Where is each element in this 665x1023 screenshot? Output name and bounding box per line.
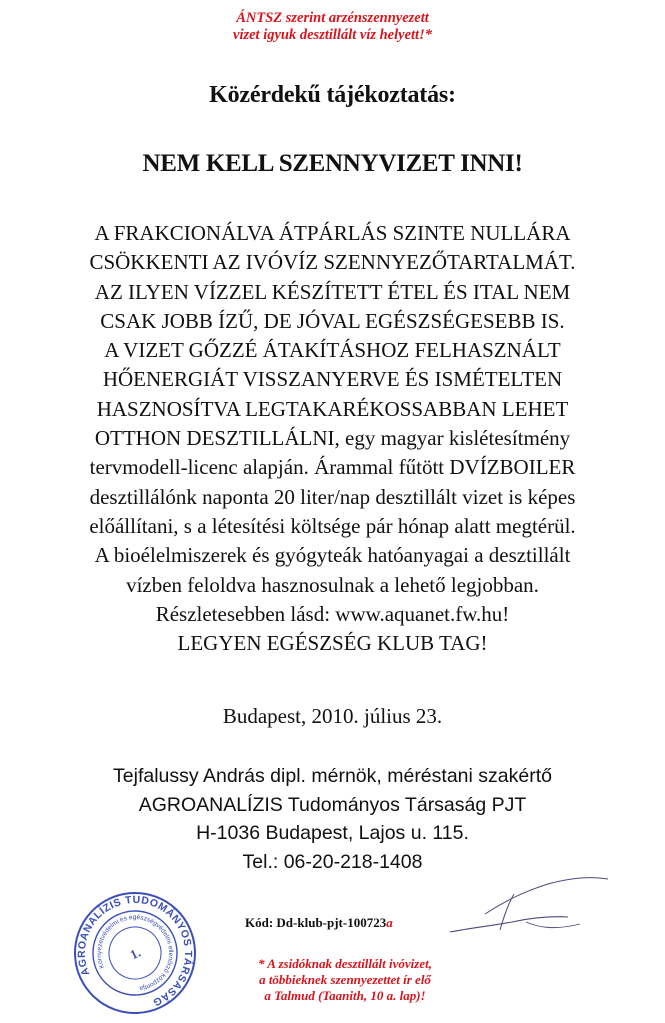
reference-code (245, 915, 393, 931)
body-line: A bioélelmiszerek és gyógyteák hatóanyagai a desztillált (94, 543, 571, 568)
footnote-line-1: * A zsidóknak desztillált ivóvizet, (258, 956, 432, 971)
body-line: előállítani, s a létesítési költsége pár hónap alatt megtérül. (89, 513, 576, 538)
body-line: CSÖKKENTI AZ IVÓVÍZ SZENNYEZŐTARTALMÁT. (89, 250, 576, 275)
code-suffix: a (386, 915, 393, 930)
organization-name: AGROANALÍZIS Tudományos Társaság PJT (138, 793, 527, 816)
page-heading: Közérdekű tájékoztatás: (209, 82, 456, 108)
body-line: AZ ILYEN VÍZZEL KÉSZÍTETT ÉTEL ÉS ITAL NEM (94, 279, 571, 304)
signature-icon (430, 870, 620, 950)
header-note (0, 10, 665, 44)
svg-text:Környezetvédelmi és egészségvé: Környezetvédelmi és egészségvédelmi ellenőrző központja (95, 913, 175, 992)
body-line: Részletesebben lásd: www.aquanet.fw.hu! (155, 601, 510, 626)
body-line: A VIZET GŐZZÉ ÁTAKÍTÁSHOZ FELHASZNÁLT (104, 338, 561, 363)
footnote (200, 956, 490, 1004)
svg-text:1.: 1. (127, 944, 143, 963)
date-line: Budapest, 2010. július 23. (222, 704, 443, 728)
footnote-line-3: a Talmud (Taanith, 10 a. lap)! (264, 988, 426, 1003)
signature-block (0, 762, 665, 876)
body-line: HASZNOSÍTVA LEGTAKARÉKOSSABBAN LEHET (96, 396, 569, 421)
body-line: desztillálónk naponta 20 liter/nap desztillált vizet is képes (89, 484, 576, 509)
body-line: CSAK JOBB ÍZŰ, DE JÓVAL EGÉSZSÉGESEBB IS. (100, 308, 565, 333)
code-text: Kód: Dd-klub-pjt-100723 (245, 915, 387, 930)
body-line: LEGYEN EGÉSZSÉG KLUB TAG! (177, 631, 488, 656)
author-name: Tejfalussy András dipl. mérnök, méréstani szakértő (113, 765, 552, 787)
address: H-1036 Budapest, Lajos u. 115. (196, 822, 469, 844)
stamp-seal-icon (70, 888, 200, 1018)
body-line: vízben feloldva hasznosulnak a lehető legjobban. (126, 572, 539, 597)
page-title: NEM KELL SZENNYVIZET INNI! (142, 150, 523, 177)
phone-number: Tel.: 06-20-218-1408 (242, 850, 423, 873)
body-line: OTTHON DESZTILLÁLNI, egy magyar kislétesítmény (94, 426, 571, 451)
body-line: tervmodell-licenc alapján. Árammal fűtött DVÍZBOILER (89, 455, 576, 480)
body-text (6, 219, 659, 658)
svg-text:AGROANALÍZIS TUDOMÁNYOS TÁRSAS: AGROANALÍZIS TUDOMÁNYOS TÁRSASÁG (75, 893, 195, 1009)
official-stamp (70, 888, 200, 1023)
header-note-line-2: vizet igyuk desztillált víz helyett!* (233, 27, 432, 43)
footnote-line-2: a többieknek szennyezettet ír elő (259, 972, 431, 987)
body-line: A FRAKCIONÁLVA ÁTPÁRLÁS SZINTE NULLÁRA (94, 221, 571, 245)
body-line: HŐENERGIÁT VISSZANYERVE ÉS ISMÉTELTEN (102, 367, 563, 392)
handwritten-signature (430, 870, 620, 955)
header-note-line-1: ÁNTSZ szerint arzénszennyezett (236, 10, 429, 26)
